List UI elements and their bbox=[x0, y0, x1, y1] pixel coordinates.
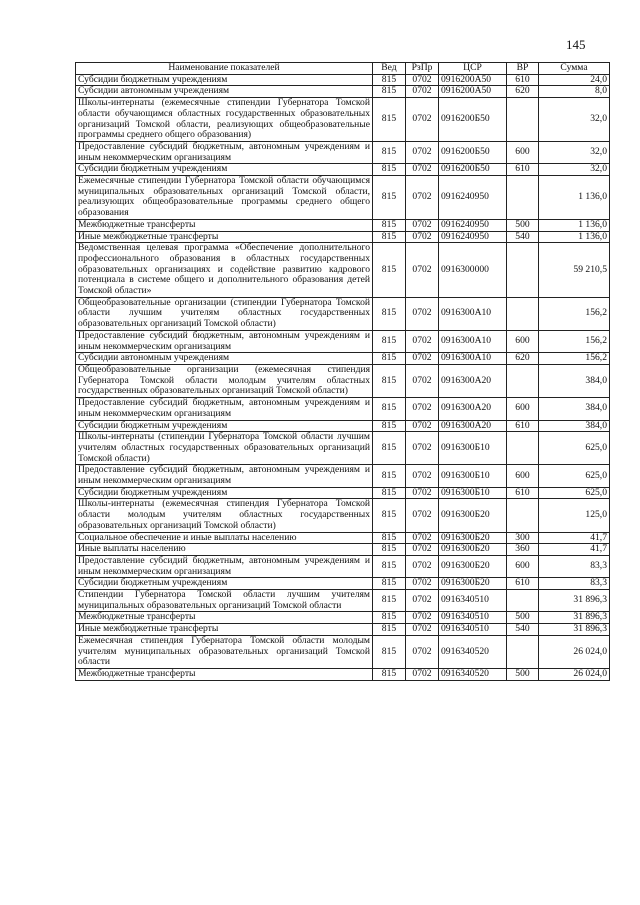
cell-ved: 815 bbox=[373, 420, 406, 432]
table-row bbox=[76, 86, 610, 98]
cell-ved: 815 bbox=[373, 668, 406, 680]
cell-sum: 625,0 bbox=[539, 487, 610, 499]
cell-sum: 26 024,0 bbox=[539, 635, 610, 668]
cell-name: Ведомственная целевая программа «Обеспечение дополнительного профессионального образования в областных государственных образовательных организациях и содействие развитию кадрового потенциала в системе общего и дополнительного образования детей Томской области» bbox=[76, 243, 373, 298]
cell-csr: 0916300А10 bbox=[439, 353, 507, 365]
cell-csr: 0916300000 bbox=[439, 243, 507, 298]
cell-sum: 384,0 bbox=[539, 420, 610, 432]
cell-rzpr: 0702 bbox=[406, 364, 439, 397]
cell-vr: 360 bbox=[507, 544, 539, 556]
cell-ved: 815 bbox=[373, 164, 406, 176]
cell-name: Стипендии Губернатора Томской области лучшим учителям муниципальных образовательных организаций Томской области bbox=[76, 590, 373, 612]
cell-vr: 540 bbox=[507, 231, 539, 243]
cell-name: Предоставление субсидий бюджетным, автономным учреждениям и иным некоммерческим организациям bbox=[76, 141, 373, 163]
cell-sum: 83,3 bbox=[539, 578, 610, 590]
table-row bbox=[76, 364, 610, 397]
cell-vr: 610 bbox=[507, 164, 539, 176]
table-row bbox=[76, 499, 610, 532]
cell-vr: 600 bbox=[507, 555, 539, 577]
cell-name: Межбюджетные трансферты bbox=[76, 219, 373, 231]
cell-rzpr: 0702 bbox=[406, 432, 439, 465]
table-row bbox=[76, 532, 610, 544]
cell-vr: 610 bbox=[507, 420, 539, 432]
cell-vr: 610 bbox=[507, 74, 539, 86]
cell-sum: 1 136,0 bbox=[539, 219, 610, 231]
cell-csr: 0916340510 bbox=[439, 624, 507, 636]
cell-name: Межбюджетные трансферты bbox=[76, 668, 373, 680]
header-rzpr: РзПр bbox=[406, 63, 439, 75]
cell-rzpr: 0702 bbox=[406, 624, 439, 636]
cell-name: Субсидии бюджетным учреждениям bbox=[76, 164, 373, 176]
table-row bbox=[76, 590, 610, 612]
cell-rzpr: 0702 bbox=[406, 499, 439, 532]
cell-ved: 815 bbox=[373, 487, 406, 499]
cell-sum: 31 896,3 bbox=[539, 612, 610, 624]
cell-name: Предоставление субсидий бюджетным, автономным учреждениям и иным некоммерческим организациям bbox=[76, 330, 373, 352]
header-sum: Сумма bbox=[539, 63, 610, 75]
cell-vr: 600 bbox=[507, 330, 539, 352]
cell-name: Предоставление субсидий бюджетным, автономным учреждениям и иным некоммерческим организациям bbox=[76, 398, 373, 420]
cell-name: Субсидии бюджетным учреждениям bbox=[76, 420, 373, 432]
cell-rzpr: 0702 bbox=[406, 555, 439, 577]
cell-ved: 815 bbox=[373, 231, 406, 243]
cell-name: Предоставление субсидий бюджетным, автономным учреждениям и иным некоммерческим организациям bbox=[76, 465, 373, 487]
cell-rzpr: 0702 bbox=[406, 398, 439, 420]
cell-csr: 0916200Б50 bbox=[439, 164, 507, 176]
cell-ved: 815 bbox=[373, 297, 406, 330]
cell-csr: 0916240950 bbox=[439, 231, 507, 243]
table-row bbox=[76, 398, 610, 420]
cell-vr: 610 bbox=[507, 578, 539, 590]
cell-name: Иные межбюджетные трансферты bbox=[76, 231, 373, 243]
table-row bbox=[76, 164, 610, 176]
cell-sum: 156,2 bbox=[539, 330, 610, 352]
cell-sum: 1 136,0 bbox=[539, 176, 610, 220]
cell-csr: 0916340510 bbox=[439, 612, 507, 624]
cell-ved: 815 bbox=[373, 578, 406, 590]
cell-vr bbox=[507, 297, 539, 330]
cell-csr: 0916300Б20 bbox=[439, 499, 507, 532]
cell-sum: 156,2 bbox=[539, 353, 610, 365]
cell-csr: 0916300А10 bbox=[439, 297, 507, 330]
cell-name: Предоставление субсидий бюджетным, автономным учреждениям и иным некоммерческим организациям bbox=[76, 555, 373, 577]
cell-sum: 32,0 bbox=[539, 98, 610, 142]
cell-rzpr: 0702 bbox=[406, 590, 439, 612]
table-row bbox=[76, 465, 610, 487]
cell-ved: 815 bbox=[373, 141, 406, 163]
cell-sum: 24,0 bbox=[539, 74, 610, 86]
cell-rzpr: 0702 bbox=[406, 544, 439, 556]
cell-vr: 500 bbox=[507, 668, 539, 680]
cell-name: Межбюджетные трансферты bbox=[76, 612, 373, 624]
cell-csr: 0916300Б20 bbox=[439, 578, 507, 590]
cell-vr: 300 bbox=[507, 532, 539, 544]
cell-sum: 26 024,0 bbox=[539, 668, 610, 680]
cell-csr: 0916300Б20 bbox=[439, 555, 507, 577]
cell-sum: 31 896,3 bbox=[539, 624, 610, 636]
cell-rzpr: 0702 bbox=[406, 164, 439, 176]
cell-ved: 815 bbox=[373, 555, 406, 577]
cell-ved: 815 bbox=[373, 624, 406, 636]
cell-csr: 0916300А10 bbox=[439, 330, 507, 352]
cell-name: Субсидии бюджетным учреждениям bbox=[76, 74, 373, 86]
cell-csr: 0916200Б50 bbox=[439, 98, 507, 142]
cell-vr bbox=[507, 364, 539, 397]
cell-vr bbox=[507, 590, 539, 612]
cell-vr: 600 bbox=[507, 398, 539, 420]
cell-csr: 0916240950 bbox=[439, 176, 507, 220]
cell-sum: 31 896,3 bbox=[539, 590, 610, 612]
cell-ved: 815 bbox=[373, 176, 406, 220]
table-row bbox=[76, 141, 610, 163]
cell-rzpr: 0702 bbox=[406, 74, 439, 86]
cell-csr: 0916340510 bbox=[439, 590, 507, 612]
cell-csr: 0916340520 bbox=[439, 635, 507, 668]
cell-sum: 32,0 bbox=[539, 164, 610, 176]
cell-vr bbox=[507, 176, 539, 220]
cell-name: Школы-интернаты (ежемесячные стипендии Губернатора Томской области обучающимся областных государственных образовательных организаций Томской области, реализующих общеобразовательные программы среднего общего образования) bbox=[76, 98, 373, 142]
cell-vr bbox=[507, 432, 539, 465]
cell-name: Школы-интернаты (стипендии Губернатора Томской области лучшим учителям областных государственных образовательных организаций Томской области) bbox=[76, 432, 373, 465]
cell-vr bbox=[507, 499, 539, 532]
cell-ved: 815 bbox=[373, 243, 406, 298]
cell-csr: 0916300Б10 bbox=[439, 487, 507, 499]
cell-rzpr: 0702 bbox=[406, 578, 439, 590]
cell-vr: 500 bbox=[507, 612, 539, 624]
cell-vr: 500 bbox=[507, 219, 539, 231]
table-row bbox=[76, 612, 610, 624]
table-row bbox=[76, 432, 610, 465]
cell-csr: 0916340520 bbox=[439, 668, 507, 680]
cell-rzpr: 0702 bbox=[406, 86, 439, 98]
cell-rzpr: 0702 bbox=[406, 420, 439, 432]
cell-vr: 620 bbox=[507, 86, 539, 98]
cell-rzpr: 0702 bbox=[406, 668, 439, 680]
table-row bbox=[76, 231, 610, 243]
table-header-row bbox=[76, 63, 610, 75]
cell-csr: 0916300Б10 bbox=[439, 465, 507, 487]
cell-name: Общеобразовательные организации (стипендии Губернатора Томской области лучшим учителям областных государственных образовательных организаций Томской области) bbox=[76, 297, 373, 330]
cell-rzpr: 0702 bbox=[406, 635, 439, 668]
header-ved: Вед bbox=[373, 63, 406, 75]
cell-sum: 384,0 bbox=[539, 398, 610, 420]
table-row bbox=[76, 487, 610, 499]
header-csr: ЦСР bbox=[439, 63, 507, 75]
cell-name: Иные межбюджетные трансферты bbox=[76, 624, 373, 636]
cell-vr: 620 bbox=[507, 353, 539, 365]
cell-name: Социальное обеспечение и иные выплаты населению bbox=[76, 532, 373, 544]
cell-csr: 0916300А20 bbox=[439, 420, 507, 432]
cell-vr: 610 bbox=[507, 487, 539, 499]
cell-ved: 815 bbox=[373, 86, 406, 98]
cell-sum: 32,0 bbox=[539, 141, 610, 163]
table-row bbox=[76, 219, 610, 231]
table-row bbox=[76, 74, 610, 86]
table-row bbox=[76, 555, 610, 577]
table-row bbox=[76, 353, 610, 365]
cell-csr: 0916300А20 bbox=[439, 364, 507, 397]
cell-sum: 83,3 bbox=[539, 555, 610, 577]
header-vr: ВР bbox=[507, 63, 539, 75]
cell-rzpr: 0702 bbox=[406, 231, 439, 243]
cell-vr: 540 bbox=[507, 624, 539, 636]
cell-sum: 625,0 bbox=[539, 465, 610, 487]
cell-rzpr: 0702 bbox=[406, 353, 439, 365]
cell-ved: 815 bbox=[373, 465, 406, 487]
cell-sum: 625,0 bbox=[539, 432, 610, 465]
cell-ved: 815 bbox=[373, 499, 406, 532]
table-row bbox=[76, 668, 610, 680]
cell-ved: 815 bbox=[373, 98, 406, 142]
cell-name: Школы-интернаты (ежемесячная стипендия Губернатора Томской области молодым учителям областных государственных образовательных организаций Томской области) bbox=[76, 499, 373, 532]
table-row bbox=[76, 635, 610, 668]
cell-vr: 600 bbox=[507, 141, 539, 163]
cell-name: Субсидии автономным учреждениям bbox=[76, 86, 373, 98]
cell-sum: 8,0 bbox=[539, 86, 610, 98]
cell-ved: 815 bbox=[373, 219, 406, 231]
cell-sum: 156,2 bbox=[539, 297, 610, 330]
table-row bbox=[76, 330, 610, 352]
table-row bbox=[76, 98, 610, 142]
cell-rzpr: 0702 bbox=[406, 487, 439, 499]
cell-csr: 0916240950 bbox=[439, 219, 507, 231]
cell-vr bbox=[507, 98, 539, 142]
budget-table bbox=[75, 62, 610, 681]
cell-sum: 41,7 bbox=[539, 544, 610, 556]
cell-name: Ежемесячная стипендия Губернатора Томской области молодым учителям муниципальных образовательных организаций Томской области bbox=[76, 635, 373, 668]
cell-vr bbox=[507, 635, 539, 668]
header-name: Наименование показателей bbox=[76, 63, 373, 75]
cell-rzpr: 0702 bbox=[406, 176, 439, 220]
cell-csr: 0916300Б20 bbox=[439, 544, 507, 556]
cell-ved: 815 bbox=[373, 398, 406, 420]
cell-ved: 815 bbox=[373, 532, 406, 544]
cell-name: Субсидии автономным учреждениям bbox=[76, 353, 373, 365]
cell-ved: 815 bbox=[373, 590, 406, 612]
cell-rzpr: 0702 bbox=[406, 612, 439, 624]
table-row bbox=[76, 624, 610, 636]
cell-rzpr: 0702 bbox=[406, 98, 439, 142]
table-row bbox=[76, 420, 610, 432]
cell-rzpr: 0702 bbox=[406, 532, 439, 544]
cell-sum: 1 136,0 bbox=[539, 231, 610, 243]
cell-name: Субсидии бюджетным учреждениям bbox=[76, 578, 373, 590]
cell-rzpr: 0702 bbox=[406, 141, 439, 163]
cell-name: Иные выплаты населению bbox=[76, 544, 373, 556]
cell-csr: 0916200А50 bbox=[439, 86, 507, 98]
cell-csr: 0916200А50 bbox=[439, 74, 507, 86]
cell-name: Общеобразовательные организации (ежемесячная стипендия Губернатора Томской области молодым учителям областных государственных образовательных организаций Томской области) bbox=[76, 364, 373, 397]
cell-sum: 384,0 bbox=[539, 364, 610, 397]
cell-ved: 815 bbox=[373, 432, 406, 465]
cell-csr: 0916300А20 bbox=[439, 398, 507, 420]
page-number: 145 bbox=[566, 37, 586, 52]
table-row bbox=[76, 297, 610, 330]
cell-vr bbox=[507, 243, 539, 298]
cell-ved: 815 bbox=[373, 74, 406, 86]
table-row bbox=[76, 578, 610, 590]
cell-name: Субсидии бюджетным учреждениям bbox=[76, 487, 373, 499]
cell-sum: 41,7 bbox=[539, 532, 610, 544]
cell-rzpr: 0702 bbox=[406, 330, 439, 352]
cell-ved: 815 bbox=[373, 612, 406, 624]
cell-rzpr: 0702 bbox=[406, 243, 439, 298]
cell-rzpr: 0702 bbox=[406, 465, 439, 487]
cell-sum: 125,0 bbox=[539, 499, 610, 532]
cell-ved: 815 bbox=[373, 330, 406, 352]
cell-rzpr: 0702 bbox=[406, 297, 439, 330]
table-row bbox=[76, 544, 610, 556]
cell-rzpr: 0702 bbox=[406, 219, 439, 231]
cell-sum: 59 210,5 bbox=[539, 243, 610, 298]
table-row bbox=[76, 243, 610, 298]
cell-ved: 815 bbox=[373, 635, 406, 668]
cell-csr: 0916300Б10 bbox=[439, 432, 507, 465]
cell-csr: 0916200Б50 bbox=[439, 141, 507, 163]
cell-csr: 0916300Б20 bbox=[439, 532, 507, 544]
cell-name: Ежемесячные стипендии Губернатора Томской области обучающимся муниципальных образовательных организаций Томской области, реализующих общеобразовательные программы среднего общего образования bbox=[76, 176, 373, 220]
cell-vr: 600 bbox=[507, 465, 539, 487]
cell-ved: 815 bbox=[373, 353, 406, 365]
table-row bbox=[76, 176, 610, 220]
cell-ved: 815 bbox=[373, 364, 406, 397]
cell-ved: 815 bbox=[373, 544, 406, 556]
